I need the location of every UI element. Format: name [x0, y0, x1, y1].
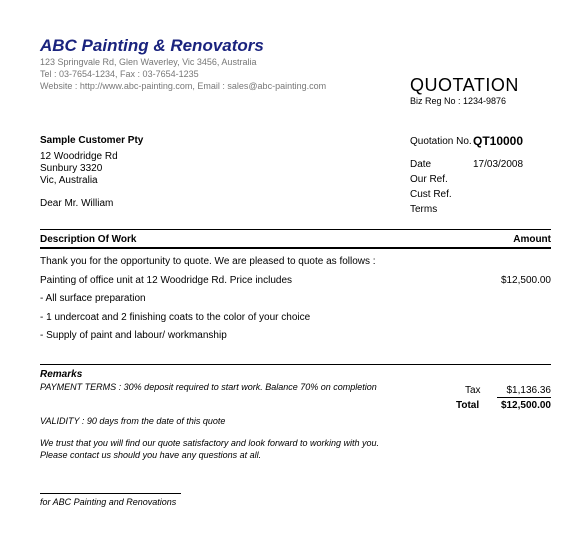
customer-state: Vic, Australia: [40, 175, 98, 186]
intro-text: Thank you for the opportunity to quote. We are pleased to quote as follows :: [40, 256, 376, 267]
terms-label: Terms: [410, 204, 438, 215]
remarks-title: Remarks: [40, 369, 83, 380]
quote-number-value: QT10000: [473, 134, 524, 148]
biz-reg-number: Biz Reg No : 1234-9876: [410, 96, 507, 106]
total-label: Total: [456, 400, 480, 411]
subtotal-rule: [497, 397, 551, 398]
date-value: 17/03/2008: [473, 159, 524, 170]
company-phone: Tel : 03-7654-1234, Fax : 03-7654-1235: [40, 69, 199, 79]
remarks-rule: [40, 364, 551, 365]
table-top-rule: [40, 229, 551, 230]
total-value: $12,500.00: [500, 400, 551, 411]
line-item-description: Painting of office unit at 12 Woodridge Rd. Price includes: [40, 275, 293, 286]
amount-header: Amount: [513, 234, 551, 245]
validity: VALIDITY : 90 days from the date of this quote: [40, 416, 226, 426]
quote-number-label: Quotation No.: [410, 136, 472, 147]
company-web: Website : http://www.abc-painting.com, Email : sales@abc-painting.com: [40, 81, 327, 91]
our-ref-label: Our Ref.: [410, 174, 448, 185]
description-header: Description Of Work: [40, 234, 137, 245]
customer-suburb: Sunbury 3320: [40, 163, 103, 174]
tax-label: Tax: [465, 385, 481, 396]
salutation: Dear Mr. William: [40, 198, 114, 209]
signature-caption: for ABC Painting and Renovations: [40, 497, 177, 507]
company-name: ABC Painting & Renovators: [40, 36, 264, 55]
line-item-amount: $12,500.00: [500, 275, 551, 286]
customer-name: Sample Customer Pty: [40, 135, 144, 146]
tax-value: $1,136.36: [506, 385, 551, 396]
line-item-bullet: - Supply of paint and labour/ workmanship: [40, 330, 227, 341]
company-address: 123 Springvale Rd, Glen Waverley, Vic 3456, Australia: [40, 57, 257, 67]
closing-note: We trust that you will find our quote satisfactory and look forward to working with you. Please contact us should you have any questions at all.: [40, 438, 379, 460]
line-item-bullet: - 1 undercoat and 2 finishing coats to the color of your choice: [40, 312, 311, 323]
table-header-rule: [40, 247, 551, 249]
cust-ref-label: Cust Ref.: [410, 189, 452, 200]
customer-street: 12 Woodridge Rd: [40, 151, 118, 162]
signature-line: [40, 493, 181, 494]
payment-terms: PAYMENT TERMS : 30% deposit required to start work. Balance 70% on completion: [40, 382, 377, 392]
line-item-bullet: - All surface preparation: [40, 293, 146, 304]
date-label: Date: [410, 159, 432, 170]
document-title: QUOTATION: [410, 75, 519, 95]
